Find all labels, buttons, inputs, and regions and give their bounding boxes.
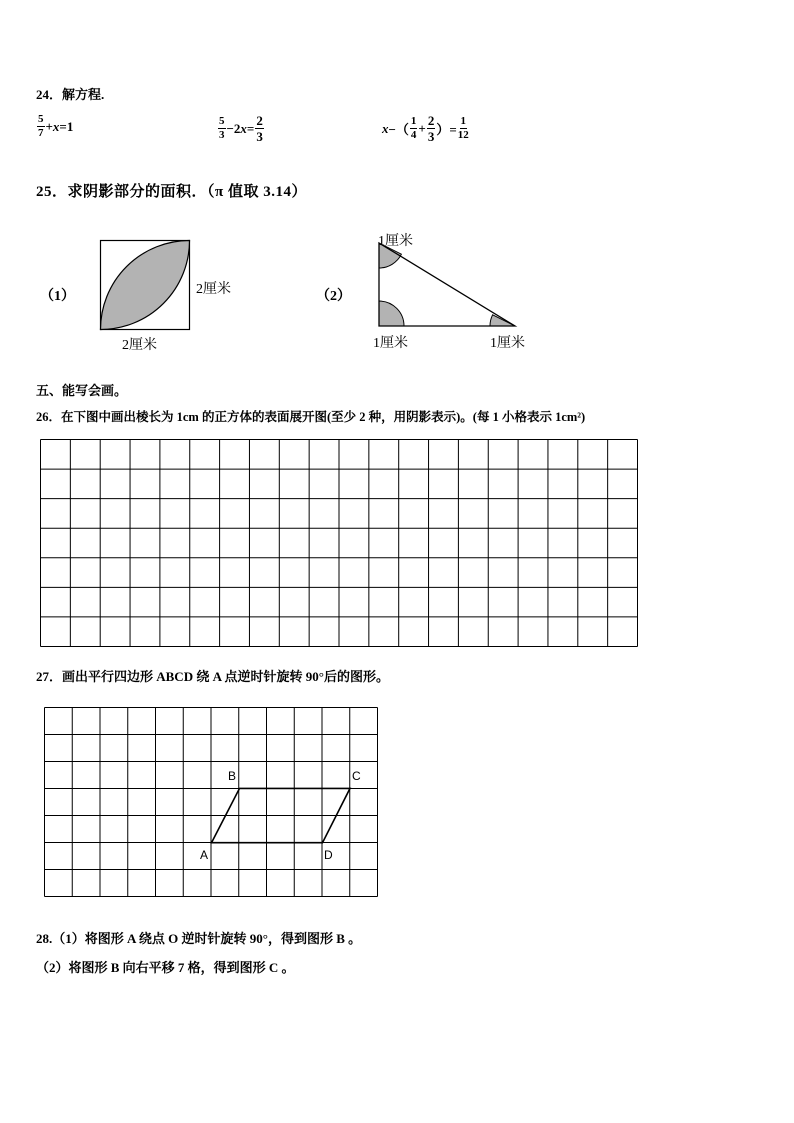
- eq3-denominator-1: 4: [410, 129, 417, 141]
- eq3-numerator-1: 1: [410, 115, 417, 127]
- eq3-var: x: [382, 120, 389, 136]
- eq2-denominator-1: 3: [219, 129, 225, 141]
- q27-drawing-grid[interactable]: [44, 707, 378, 897]
- eq2-denominator-2: 3: [256, 129, 263, 144]
- q26-title: 26．在下图中画出棱长为 1cm 的正方体的表面展开图(至少 2 种，用阴影表示)。(每 1 小格表示 1cm²): [36, 410, 586, 424]
- fig2-bottom-right-label: 1厘米: [490, 336, 525, 351]
- eq3-denominator-2: 3: [427, 129, 435, 144]
- eq2-numerator-2: 2: [256, 113, 263, 128]
- eq1-plus: +: [45, 118, 53, 134]
- eq3-plus: +: [418, 120, 426, 136]
- fig2-top-label: 1厘米: [378, 234, 413, 249]
- eq1-numerator: 5: [38, 113, 44, 125]
- eq3-numerator-2: 2: [427, 113, 435, 128]
- q25-title: 25．求阴影部分的面积．（π 值取 3.14）: [36, 184, 307, 200]
- eq3-denominator-3: 12: [457, 129, 469, 141]
- eq3-close: ）=: [436, 122, 457, 137]
- q24-equation-2: [217, 113, 265, 144]
- eq1-var: x: [52, 118, 60, 134]
- vertex-a-label: A: [200, 848, 209, 862]
- figure-1-leaf-square: [100, 240, 190, 330]
- figure-2-right-triangle: [378, 242, 518, 328]
- eq2-equals: =: [246, 120, 255, 136]
- eq3-open: −（: [388, 122, 409, 137]
- vertex-c-label: C: [352, 769, 361, 783]
- q28-line-2: （2）将图形 B 向右平移 7 格，得到图形 C 。: [36, 960, 295, 975]
- fig1-label: （1）: [40, 289, 75, 304]
- q24-equation-1: [36, 113, 73, 140]
- section5-title: 五、能写会画。: [36, 383, 128, 398]
- eq1-denominator: 7: [38, 127, 44, 139]
- q24-title: 24．解方程.: [36, 87, 105, 102]
- fig1-bottom-label: 2厘米: [122, 338, 157, 353]
- vertex-b-label: B: [228, 769, 237, 783]
- q26-drawing-grid[interactable]: [40, 439, 638, 647]
- fig1-side-label: 2厘米: [196, 282, 231, 297]
- eq1-tail: =1: [59, 118, 74, 134]
- eq3-numerator-3: 1: [460, 115, 467, 127]
- q24-equation-3: [382, 113, 470, 144]
- vertex-d-label: D: [324, 848, 333, 862]
- q27-title: 27．画出平行四边形 ABCD 绕 A 点逆时针旋转 90°后的图形。: [36, 669, 389, 684]
- fig2-bottom-left-label: 1厘米: [373, 336, 408, 351]
- eq2-minus: −2: [226, 120, 241, 136]
- shaded-leaf: [101, 241, 190, 330]
- q28-line-1: 28.（1）将图形 A 绕点 O 逆时针旋转 90°，得到图形 B 。: [36, 931, 362, 946]
- right-angle-sector: [379, 301, 404, 326]
- fig2-label: （2）: [316, 289, 351, 304]
- eq2-numerator-1: 5: [219, 115, 225, 127]
- eq2-var: x: [240, 120, 247, 136]
